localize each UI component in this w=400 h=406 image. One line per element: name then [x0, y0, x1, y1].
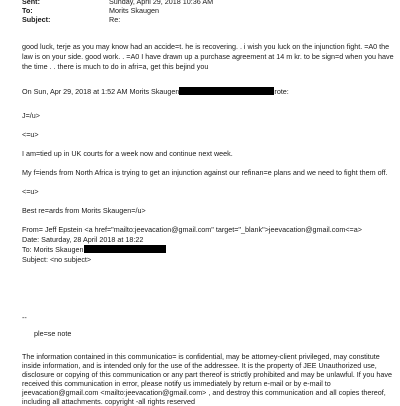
quote-attribution-suffix: rote:	[274, 87, 289, 96]
signature-dashes: --	[22, 313, 27, 322]
quote-tag-1: J=/u>	[22, 111, 40, 120]
disclaimer-line-5: jeevacation@gmail.com <mailto:jeevacation@gmail.com> , and destroy this communication and all copies thereof,	[22, 388, 386, 397]
disclaimer-line-2: inside information, and is intended only for the use of the addressee. It is the property of JEE Unauthorized use,	[22, 361, 377, 370]
disclaimer-line-6: including all attachments. copyright -all rights reserved	[22, 397, 195, 406]
subject-value: Re:	[109, 15, 121, 24]
reply-line-3: the time . . there is much to do in afri=a, get this bejind you	[22, 62, 209, 71]
sent-label: Sent:	[22, 0, 40, 6]
please-note: ple=se note	[34, 329, 72, 338]
forward-to-text: To: Morits Skaugen	[22, 245, 84, 254]
sent-value: Sunday, April 29, 2018 10:36 AM	[109, 0, 214, 6]
forward-subject: Subject: <no subject>	[22, 255, 92, 264]
subject-label: Subject:	[22, 15, 51, 24]
redaction-box	[84, 245, 166, 253]
to-label: To:	[22, 6, 33, 15]
quote-attribution	[22, 87, 289, 96]
quote-body-1: I am=tied up in UK courts for a week now and continue next week.	[22, 149, 233, 158]
forward-to	[22, 245, 166, 254]
reply-line-2: law is on your side. good work. . =A0 I have drawn up a purchase agreement at 14 m kr. to be sign=d when you have	[22, 52, 394, 61]
to-row	[22, 6, 159, 15]
disclaimer-line-1: The information contained in this communicatio= is confidential, may be attorney-client privileged, may constitute	[22, 352, 380, 361]
disclaimer-line-3: disclosure or copying of this communication or any part thereof is strictly prohibited and may be unlawful. If you have	[22, 370, 392, 379]
quote-body-2: My f=iends from North Africa is trying to get an injunction against our refinan=e plans and we need to fight them off.	[22, 168, 388, 177]
to-value: Morits Skaugen	[109, 6, 159, 15]
forward-date: Date: Saturday, 28 April 2018 at 18:22	[22, 235, 144, 244]
quote-tag-3: <=u>	[22, 187, 39, 196]
reply-line-1: good luck, terje as you may know had an accide=t. he is recovering. . i wish you luck on the injunction fight. =A0 the	[22, 42, 390, 51]
subject-row	[22, 15, 121, 24]
disclaimer-line-4: received this communication in error, please notify us immediately by return e-mail or by e-mail to	[22, 379, 331, 388]
quote-regards: Best re=ards from Morits Skaugen=/u>	[22, 206, 146, 215]
forward-from: From= Jeff Epstein <a href="mailto:jeevacation@gmail.com" target="_blank">jeevacation@gmail.com<=a>	[22, 225, 362, 234]
redaction-box	[179, 87, 274, 95]
quote-attribution-prefix: On Sun, Apr 29, 2018 at 1:52 AM Morits Skaugen	[22, 87, 180, 96]
quote-tag-2: <=u>	[22, 130, 39, 139]
